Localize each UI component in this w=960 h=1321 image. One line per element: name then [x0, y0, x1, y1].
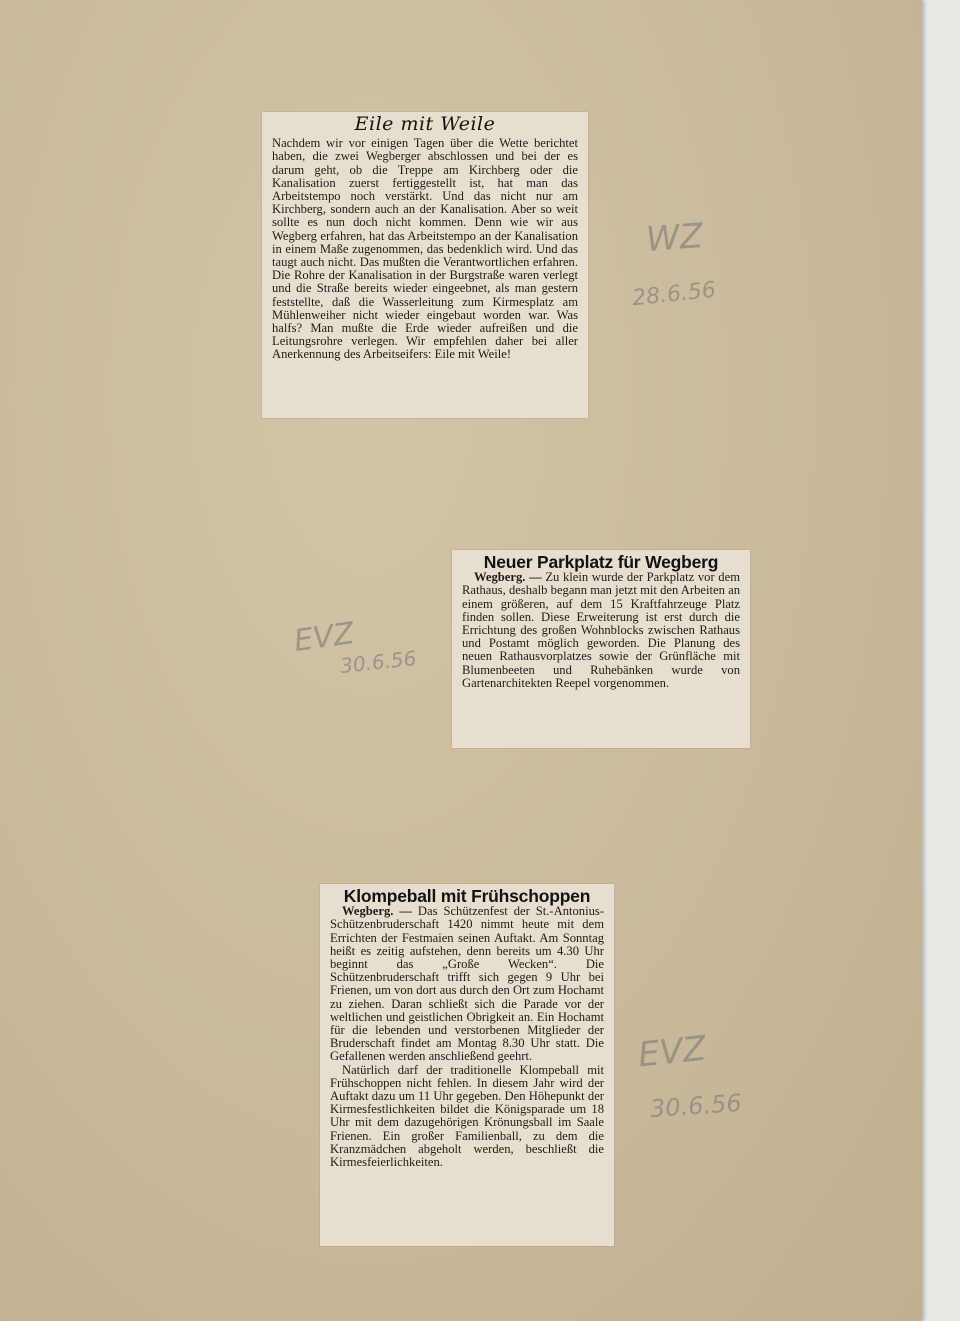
clipping-klompeball: [320, 884, 614, 1246]
dateline: Wegberg. —: [342, 904, 412, 919]
handwritten-date-note: 30.6.56: [649, 1088, 743, 1124]
handwritten-date-note: 28.6.56: [630, 277, 718, 312]
dateline: Wegberg. —: [474, 570, 542, 585]
handwritten-source-note: EVZ: [636, 1028, 708, 1076]
article-paragraph: Nachdem wir vor einigen Tagen über die Wette berichtet haben, die zwei Wegberger abschlossen und bei der es darum geht, ob die Treppe am Kirchberg oder die Kanalisation zuerst fertiggestellt ist, hat man das Arbeitstempo noch verstärkt. Und das nicht nur am Kirchberg, sondern auch an der Kanalisation. Aber so weit sollte es nun doch nicht kommen. Denn wie wir aus Wegberg erfahren, hat das Arbeitstempo an der Kanalisation in einem Maße zugenommen, das bedenklich wird. Und das taugt auch nicht. Das mußten die Verantwortlichen erfahren. Die Rohre der Kanalisation in der Burgstraße waren verlegt und die Straße bereits wieder eingeebnet, als man gestern feststellte, daß die Wasserleitung zum Kirmesplatz am Mühlenweiher nicht wieder eingebaut worden war. Was halfs? Man mußte die Erde wieder aufreißen und die Leitungsrohre verlegen. Wir empfehlen daher bei aller Anerkennung des Arbeitseifers: Eile mit Weile!: [272, 136, 578, 362]
article-paragraph: Das Schützenfest der St.-Antonius-Schützenbruderschaft 1420 nimmt heute mit dem Errichten der Festmaien seinen Auftakt. Am Sonntag heißt es zeitig aufstehen, denn bereits um 4.30 Uhr beginnt das „Große Wecken“. Die Schützenbruderschaft trifft sich gegen 9 Uhr bei Frienen, um von dort aus durch den Ort zum Hochamt zu ziehen. Daran schließt sich die Parade vor der weltlichen und geistlichen Obrigkeit an. Ein Hochamt für die lebenden und verstorbenen Mitglieder der Bruderschaft findet am Montag 8.30 Uhr statt. Die Gefallenen werden anschließend geehrt.: [330, 904, 604, 1064]
handwritten-date-note: 30.6.56: [338, 646, 418, 678]
article-paragraph: Zu klein wurde der Parkplatz vor dem Rathaus, deshalb begann man jetzt mit den Arbeiten an einem größeren, auf dem 15 Kraftfahrzeuge Platz finden sollen. Diese Erweiterung ist erst durch die Errichtung des großen Wohnblocks zwischen Rathaus und Postamt möglich geworden. Die Planung des neuen Rathausvorplatzes sowie der Grünfläche mit Blumenbeeten und Ruhebänken wurde von Gartenarchitekten Reepel vorgenommen.: [462, 570, 740, 690]
headline: Klompeball mit Frühschoppen: [343, 886, 591, 906]
handwritten-source-note: EVZ: [291, 615, 357, 660]
article-paragraph: Natürlich darf der traditionelle Klompeball mit Frühschoppen nicht fehlen. In diesem Jahr wird der Auftakt dazu um 11 Uhr gegeben. Den Höhepunkt der Kirmesfestlichkeiten bildet die Königsparade um 18 Uhr mit dem dazugehörigen Krönungsball im Saale Frienen. Ein großer Familienball, zu dem die Kranzmädchen abgeholt werden, beschließt die Kirmesfeierlichkeiten.: [330, 1062, 604, 1170]
clipping-neuer-parkplatz: [452, 550, 750, 748]
headline: Eile mit Weile: [354, 113, 496, 135]
headline: Neuer Parkplatz für Wegberg: [483, 552, 719, 572]
clipping-eile-mit-weile: [262, 112, 588, 418]
handwritten-source-note: WZ: [644, 216, 705, 260]
